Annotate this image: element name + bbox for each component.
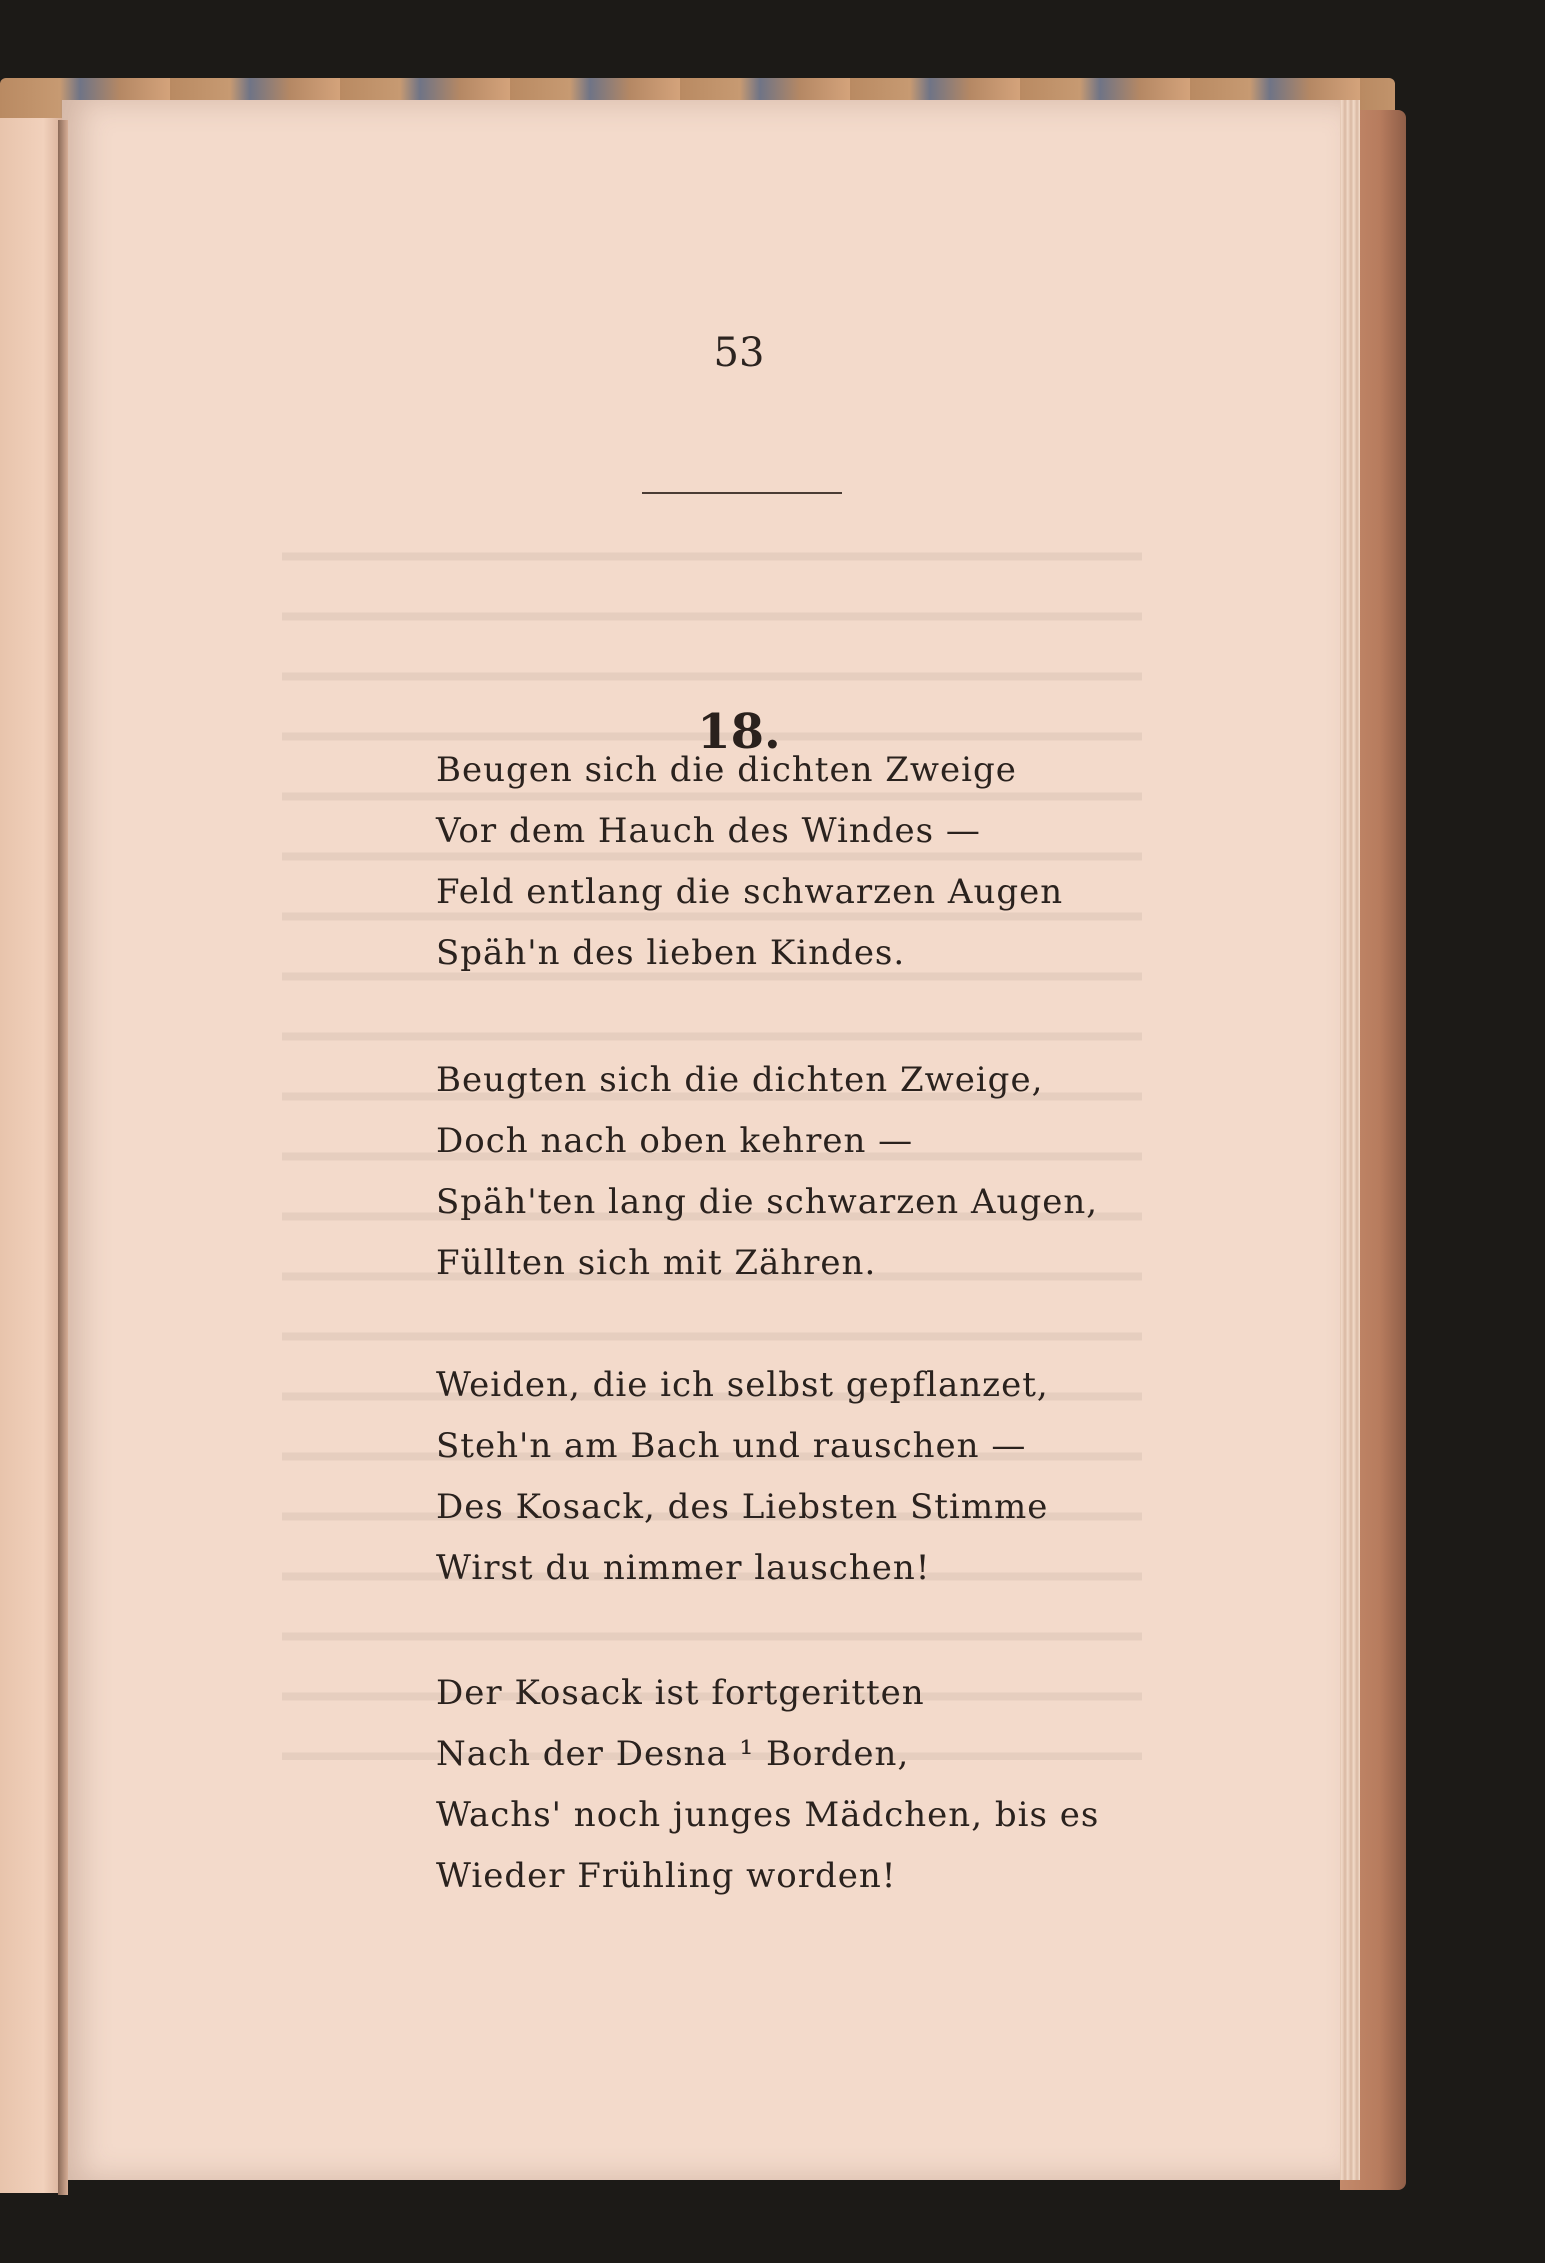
verse-line: Vor dem Hauch des Windes — bbox=[436, 811, 981, 851]
verse-line: Füllten sich mit Zähren. bbox=[436, 1243, 877, 1283]
verse-line: Weiden, die ich selbst gepflanzet, bbox=[436, 1365, 1049, 1405]
stanza-2 bbox=[436, 1050, 1136, 1294]
verse-line: Nach der Desna ¹ Borden, bbox=[436, 1734, 910, 1774]
book-page bbox=[62, 100, 1340, 2180]
left-page-edge bbox=[0, 118, 62, 2193]
book-gutter bbox=[58, 120, 68, 2195]
verse-line: Wirst du nimmer lauschen! bbox=[436, 1548, 931, 1588]
verse-line: Späh'n des lieben Kindes. bbox=[436, 933, 906, 973]
verse-line: Steh'n am Bach und rauschen — bbox=[436, 1426, 1027, 1466]
verse-line: Beugten sich die dichten Zweige, bbox=[436, 1060, 1044, 1100]
verse-line: Feld entlang die schwarzen Augen bbox=[436, 872, 1064, 912]
verse-line: Späh'ten lang die schwarzen Augen, bbox=[436, 1182, 1099, 1222]
stanza-3 bbox=[436, 1355, 1136, 1599]
verse-line: Wachs' noch junges Mädchen, bis es bbox=[436, 1795, 1100, 1835]
poem-number: 18. bbox=[697, 704, 781, 760]
verse-line: Doch nach oben kehren — bbox=[436, 1121, 914, 1161]
verse-line: Der Kosack ist fortgeritten bbox=[436, 1673, 925, 1713]
verse-line: Des Kosack, des Liebsten Stimme bbox=[436, 1487, 1049, 1527]
verse-line: Beugen sich die dichten Zweige bbox=[436, 750, 1017, 790]
stanza-1 bbox=[436, 740, 1136, 984]
page-number: 53 bbox=[713, 330, 765, 376]
stanza-4 bbox=[436, 1663, 1136, 1907]
header-rule bbox=[642, 492, 842, 494]
verse-line: Wieder Frühling worden! bbox=[436, 1856, 897, 1896]
